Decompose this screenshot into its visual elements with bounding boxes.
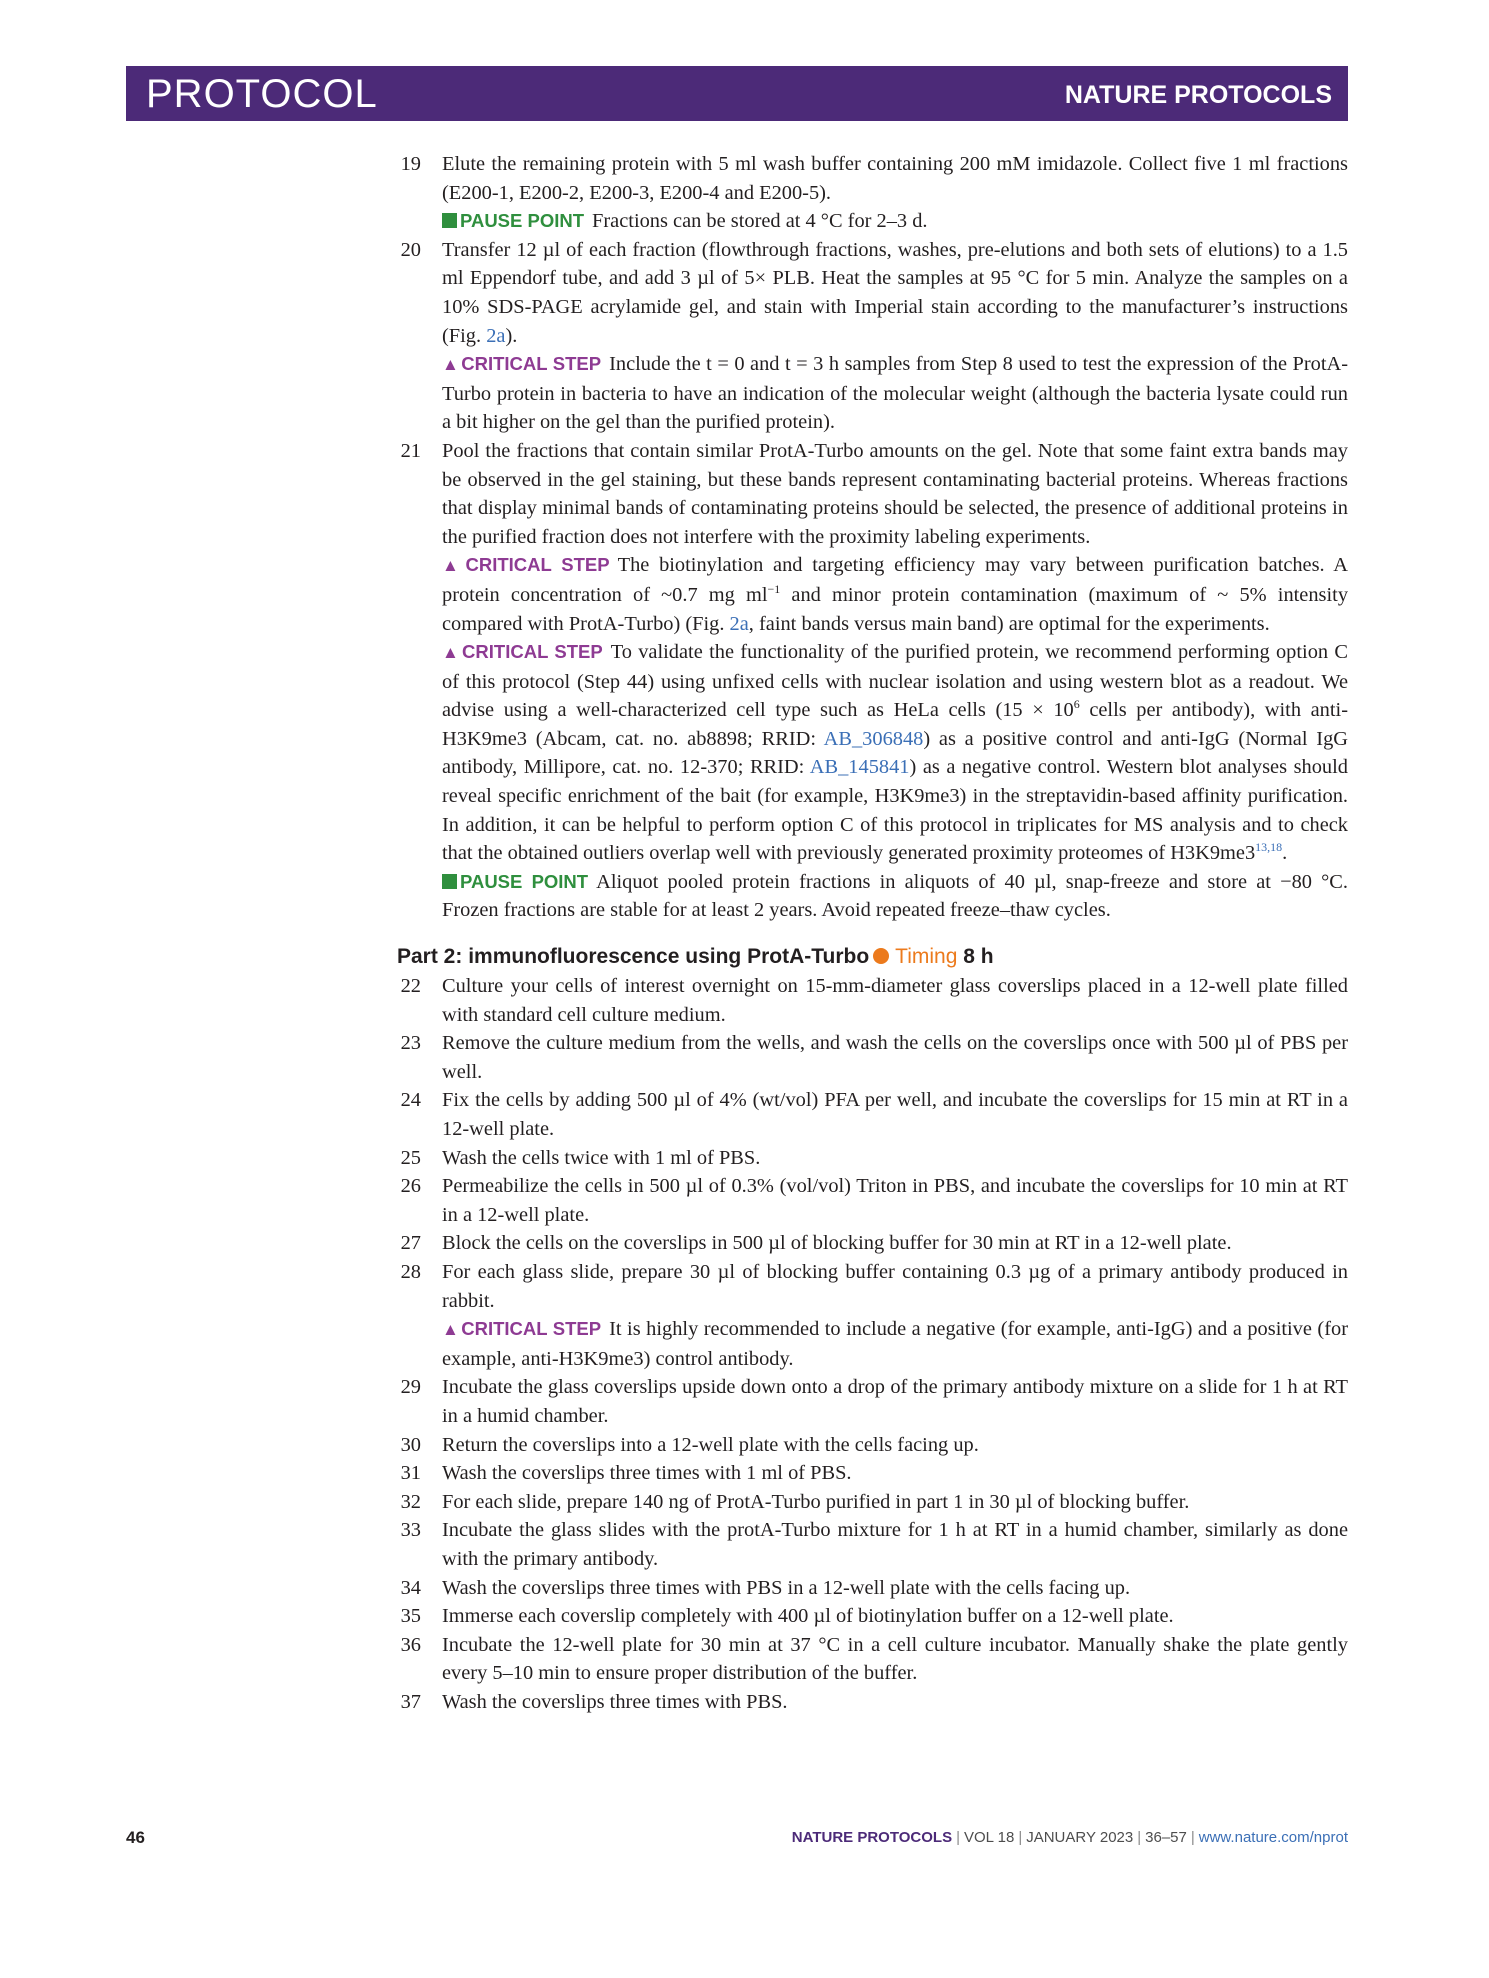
step-text: For each slide, prepare 140 ng of ProtA-Turbo purified in part 1 in 30 µl of blocking buffer. — [442, 1490, 1190, 1513]
critical-text-e: . — [1282, 842, 1288, 865]
step-24 — [397, 1086, 1348, 1143]
step-19 — [397, 150, 1348, 207]
step-text: Wash the coverslips three times with PBS. — [442, 1690, 788, 1713]
step-text: Wash the coverslips three times with PBS in a 12-well plate with the cells facing up. — [442, 1576, 1131, 1599]
page-number: 46 — [126, 1828, 145, 1847]
step-text: Wash the coverslips three times with 1 ml of PBS. — [442, 1462, 852, 1485]
superscript: 6 — [1073, 697, 1080, 712]
timing-label: Timing — [895, 945, 958, 969]
critical-text-d: ) as a negative control. Western blot analyses should reveal specific enrichment of the bait (for example, H3K9me3) in the streptavidin-based affinity purification. In addition, it can be helpful to perform option C of this protocol in triplicates for MS analysis and to check that the obtained outliers overlap well with previously generated proximity proteomes of H3K9me3 — [442, 756, 1348, 865]
footer-journal: NATURE PROTOCOLS — [791, 1829, 953, 1846]
step-number: 26 — [400, 1175, 421, 1198]
critical-label: CRITICAL STEP — [461, 353, 602, 375]
rrid-link-1[interactable]: AB_306848 — [823, 727, 924, 750]
step-27 — [397, 1229, 1348, 1258]
critical-text: It is highly recommended to include a negative (for example, anti-IgG) and a positive (for example, anti-H3K9me3) control antibody. — [442, 1318, 1349, 1370]
step-text: Incubate the glass slides with the protA-Turbo mixture for 1 h at RT in a humid chamber, similarly as done with the primary antibody. — [442, 1519, 1348, 1570]
step-25 — [397, 1144, 1348, 1173]
step-20 — [397, 236, 1348, 350]
triangle-icon: ▲ — [442, 556, 464, 576]
superscript: −1 — [767, 582, 781, 597]
pause-point-19 — [397, 207, 1348, 236]
header-journal-name: NATURE PROTOCOLS — [1064, 81, 1332, 109]
footer-pages: 36–57 — [1145, 1829, 1187, 1846]
step-text: Culture your cells of interest overnight on 15-mm-diameter glass coverslips placed in a 12-well plate filled with standard cell culture medium. — [442, 975, 1348, 1026]
step-text: Wash the cells twice with 1 ml of PBS. — [442, 1146, 761, 1169]
step-number: 21 — [400, 439, 421, 462]
step-number: 19 — [400, 153, 421, 175]
footer-url-link[interactable]: www.nature.com/nprot — [1198, 1829, 1348, 1846]
step-text: Incubate the glass coverslips upside down onto a drop of the primary antibody mixture on a slide for 1 h at RT in a humid chamber. — [442, 1376, 1348, 1427]
step-number: 37 — [400, 1690, 421, 1713]
step-number: 27 — [400, 1232, 421, 1255]
footer-citation: NATURE PROTOCOLS | VOL 18 | JANUARY 2023 | 36–57 | www.nature.com/nprot — [791, 1829, 1348, 1846]
critical-text-b: cells per antibody), with anti-H3K9me3 (Abcam, cat. no. ab8898; RRID: — [442, 699, 1348, 750]
critical-step-21a — [397, 551, 1348, 638]
pause-square-icon — [442, 874, 457, 889]
footer-volume: VOL 18 — [964, 1829, 1015, 1846]
pause-square-icon — [442, 213, 457, 228]
step-number: 23 — [400, 1032, 421, 1055]
step-number: 25 — [400, 1146, 421, 1169]
critical-text: To validate the functionality of the purified protein, we recommend performing option C of this protocol (Step 44) using unfixed cells with nuclear isolation and using western blot as a readout. We advise using a well-characterized cell type such as HeLa cells (15 × 10 — [442, 641, 1348, 722]
step-number: 32 — [400, 1490, 421, 1513]
step-31 — [397, 1459, 1348, 1488]
step-text: Fix the cells by adding 500 µl of 4% (wt/vol) PFA per well, and incubate the coverslips for 15 min at RT in a 12-well plate. — [442, 1089, 1348, 1140]
page-header — [126, 66, 1348, 121]
step-35 — [397, 1602, 1348, 1631]
step-number: 35 — [400, 1605, 421, 1628]
critical-text-b: and minor protein contamination (maximum of ~ 5% intensity compared with ProtA-Turbo) (Fig. — [442, 583, 1349, 635]
step-text-end: ). — [505, 324, 518, 347]
step-28 — [397, 1258, 1348, 1315]
step-number: 34 — [400, 1576, 421, 1599]
triangle-icon: ▲ — [442, 1320, 460, 1340]
reference-link[interactable]: 13,18 — [1255, 840, 1283, 855]
step-text: Incubate the 12-well plate for 30 min at 37 °C in a cell culture incubator. Manually shake the plate gently every 5–10 min to ensure proper distribution of the buffer. — [442, 1633, 1348, 1685]
step-text: Remove the culture medium from the wells, and wash the cells on the coverslips once with 500 µl of PBS per well. — [442, 1032, 1348, 1083]
header-section-label: PROTOCOL — [146, 72, 378, 116]
step-text: Pool the fractions that contain similar ProtA-Turbo amounts on the gel. Note that some faint extra bands may be observed in the gel staining, but these bands represent contaminating bacterial proteins. Whereas fractions that display minimal bands of contaminating proteins should be selected, the presence of additional proteins in the purified fraction does not interfere with the proximity labeling experiments. — [442, 439, 1348, 548]
step-33 — [397, 1516, 1348, 1573]
fig-2a-link[interactable]: 2a — [486, 324, 506, 347]
critical-text: The biotinylation and targeting efficiency may vary between purification batches. A protein concentration of ~0.7 mg ml — [442, 554, 1349, 606]
timing-value: 8 h — [963, 945, 994, 969]
critical-label: CRITICAL STEP — [461, 1318, 602, 1340]
step-text: Block the cells on the coverslips in 500 µl of blocking buffer for 30 min at RT in a 12-well plate. — [442, 1232, 1232, 1255]
critical-text-c: , faint bands versus main band) are optimal for the experiments. — [748, 612, 1270, 635]
step-21 — [397, 437, 1348, 551]
triangle-icon: ▲ — [442, 643, 461, 663]
step-22 — [397, 972, 1348, 1029]
fig-2a-link[interactable]: 2a — [729, 612, 749, 635]
pause-label: PAUSE POINT — [460, 210, 585, 232]
step-text: Permeabilize the cells in 500 µl of 0.3% (vol/vol) Triton in PBS, and incubate the coverslips for 10 min at RT in a 12-well plate. — [442, 1175, 1348, 1226]
triangle-icon: ▲ — [442, 355, 460, 375]
timing-dot-icon — [873, 948, 889, 964]
pause-label: PAUSE POINT — [460, 870, 589, 892]
step-32 — [397, 1488, 1348, 1517]
step-text: Elute the remaining protein with 5 ml wash buffer containing 200 mM imidazole. Collect five 1 ml fractions (E200-1, E200-2, E200-3, E200-4 and E200-5). — [442, 153, 1348, 204]
step-number: 22 — [400, 975, 421, 998]
step-number: 31 — [400, 1462, 421, 1485]
pause-point-21 — [397, 868, 1348, 925]
rrid-link-2[interactable]: AB_145841 — [809, 756, 910, 779]
step-number: 30 — [400, 1433, 421, 1456]
step-number: 29 — [400, 1376, 421, 1399]
step-text: For each glass slide, prepare 30 µl of blocking buffer containing 0.3 µg of a primary antibody produced in rabbit. — [442, 1260, 1348, 1312]
step-34 — [397, 1574, 1348, 1603]
critical-label: CRITICAL STEP — [462, 641, 603, 663]
section-heading-part2 — [397, 942, 1348, 971]
step-number: 20 — [400, 238, 421, 261]
critical-text: Include the t = 0 and t = 3 h samples from Step 8 used to test the expression of the ProtA-Turbo protein in bacteria to have an indication of the molecular weight (although the bacteria lysate could run a bit higher on the gel than the purified protein). — [442, 353, 1349, 434]
pause-text: Fractions can be stored at 4 °C for 2–3 d. — [592, 210, 928, 233]
critical-step-21b — [397, 638, 1348, 868]
step-36 — [397, 1631, 1348, 1688]
step-number: 36 — [400, 1633, 421, 1656]
section-title: Part 2: immunofluorescence using ProtA-Turbo — [397, 945, 870, 969]
step-number: 33 — [400, 1519, 421, 1542]
step-23 — [397, 1029, 1348, 1086]
step-number: 24 — [400, 1089, 421, 1112]
step-26 — [397, 1172, 1348, 1229]
step-text: Immerse each coverslip completely with 400 µl of biotinylation buffer on a 12-well plate. — [442, 1605, 1174, 1628]
critical-label: CRITICAL STEP — [465, 554, 610, 576]
step-29 — [397, 1373, 1348, 1430]
step-30 — [397, 1431, 1348, 1460]
critical-text-c: ) as a positive control and anti-IgG (Normal IgG antibody, Millipore, cat. no. 12-370; RRID: — [442, 727, 1348, 779]
critical-step-20 — [397, 350, 1348, 437]
step-text: Return the coverslips into a 12-well plate with the cells facing up. — [442, 1433, 979, 1456]
critical-step-28 — [397, 1315, 1348, 1373]
step-37 — [397, 1688, 1348, 1717]
main-content — [397, 150, 1348, 1716]
step-number: 28 — [400, 1260, 421, 1283]
pause-text: Aliquot pooled protein fractions in aliquots of 40 µl, snap-freeze and store at −80 °C. Frozen fractions are stable for at least 2 years. Avoid repeated freeze–thaw cycles. — [442, 870, 1348, 922]
step-text: Transfer 12 µl of each fraction (flowthrough fractions, washes, pre-elutions and both sets of elutions) to a 1.5 ml Eppendorf tube, and add 3 µl of 5× PLB. Heat the samples at 95 °C for 5 min. Analyze the samples on a 10% SDS-PAGE acrylamide gel, and stain with Imperial stain according to the manufacturer’s instructions (Fig. — [442, 238, 1348, 347]
footer-date: JANUARY 2023 — [1026, 1829, 1134, 1846]
